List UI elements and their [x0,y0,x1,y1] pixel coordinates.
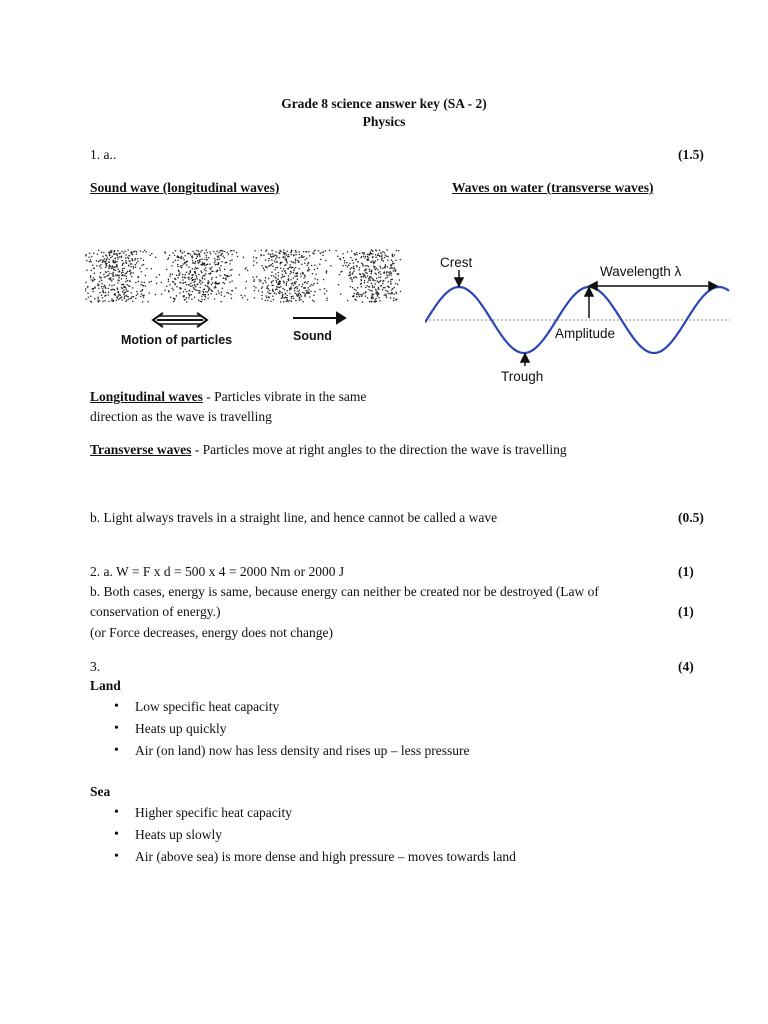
land-heading: Land [90,678,121,693]
list-item: • Low specific heat capacity [90,696,710,718]
sea-heading: Sea [90,784,111,799]
transverse-wave-diagram [425,250,730,390]
trough-label: Trough [501,369,544,384]
marks-3: (4) [678,659,694,674]
sound-label: Sound [293,329,332,343]
transverse-definition [90,442,567,458]
marks-1b: (0.5) [678,510,704,525]
list-item: • Air (above sea) is more dense and high pressure – moves towards land [90,846,710,868]
double-arrow-icon [153,313,207,327]
transverse-definition-text: - Particles move at right angles to the direction the wave is travelling [191,442,567,457]
amplitude-arrow-icon [585,288,593,318]
crest-label: Crest [440,255,473,270]
land-points-list [90,696,710,762]
list-item: • Higher specific heat capacity [90,802,710,824]
question-3-label: 3. [90,659,101,674]
longitudinal-wave-diagram [85,248,405,348]
question-2b-line1: b. Both cases, energy is same, because energy can neither be created nor be destroyed (Law of [90,584,599,599]
list-item: • Heats up slowly [90,824,710,846]
wavelength-arrow-icon [589,282,717,290]
marks-2a: (1) [678,564,694,579]
question-2b-line3: (or Force decreases, energy does not change) [90,625,334,640]
longitudinal-definition-line1 [90,389,366,405]
longitudinal-definition: - Particles vibrate in the same [202,389,367,404]
question-2b-line2: conservation of energy.) [90,604,221,619]
amplitude-label: Amplitude [555,326,616,341]
transverse-wave-figure [425,250,730,390]
question-1a-label: 1. a.. [90,147,117,162]
motion-of-particles-label: Motion of particles [121,333,233,347]
crest-arrow-icon [455,270,463,286]
longitudinal-wave-figure [85,248,405,348]
particle-dots [85,249,401,303]
sound-arrow-icon [293,313,345,323]
water-wave-heading: Waves on water (transverse waves) [452,180,654,195]
transverse-term: Transverse waves [90,442,192,457]
longitudinal-term: Longitudinal waves [90,389,203,404]
page-title: Grade 8 science answer key (SA - 2) [281,96,487,111]
sea-points-list [90,802,710,868]
question-1b-answer: b. Light always travels in a straight line, and hence cannot be called a wave [90,510,498,525]
trough-arrow-icon [521,354,529,366]
marks-1a: (1.5) [678,147,704,162]
question-2a-answer: 2. a. W = F x d = 500 x 4 = 2000 Nm or 2000 J [90,564,345,579]
longitudinal-definition-line2: direction as the wave is travelling [90,409,272,424]
wavelength-label: Wavelength λ [600,264,682,279]
sound-wave-heading: Sound wave (longitudinal waves) [90,180,280,195]
list-item: • Heats up quickly [90,718,710,740]
marks-2b: (1) [678,604,694,619]
page-subtitle: Physics [362,114,406,129]
list-item: • Air (on land) now has less density and rises up – less pressure [90,740,710,762]
